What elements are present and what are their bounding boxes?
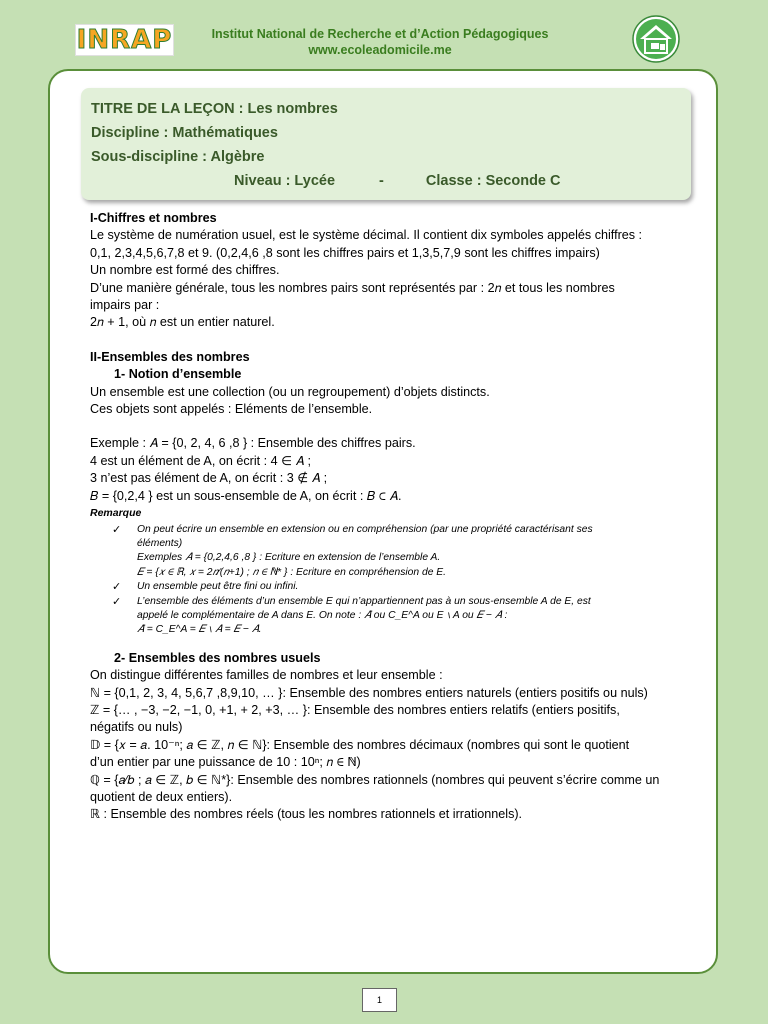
section1-line: impairs par :	[90, 298, 160, 313]
page-number: 1	[362, 988, 397, 1012]
section2-heading: II-Ensembles des nombres	[90, 349, 250, 364]
remark-text: 𝐴̄ = C_E^A = 𝐸 ∖ 𝐴 = 𝐸 − 𝐴.	[137, 624, 262, 636]
section1-line: Un nombre est formé des chiffres.	[90, 263, 280, 278]
example-line: 4 est un élément de A, on écrit : 4 ∈ 𝐴 ;	[90, 453, 311, 468]
remark-item	[90, 523, 690, 581]
inrap-logo-text: INRAP	[76, 25, 173, 55]
definition-line: Un ensemble est une collection (ou un regroupement) d’objets distincts.	[90, 384, 490, 399]
sub-discipline: Sous-discipline : Algèbre	[91, 149, 265, 165]
example-line: 3 n’est pas élément de A, on écrit : 3 ∉ 𝐴 ;	[90, 471, 328, 486]
inrap-logo	[75, 24, 174, 56]
separator: -	[379, 173, 384, 189]
niveau: Niveau : Lycée	[234, 173, 336, 189]
check-icon: ✓	[112, 523, 122, 536]
remark-text: éléments)	[137, 537, 183, 549]
remark-item	[90, 595, 690, 638]
usual-line: quotient de deux entiers).	[90, 790, 233, 804]
remark-list	[90, 523, 690, 638]
usual-line: négatifs ou nuls)	[90, 720, 183, 735]
usual-line: ℤ = {… , −3, −2, −1, 0, +1, + 2, +3, … }: Ensemble des nombres entiers relatifs (entiers positifs,	[90, 702, 620, 717]
house-school-icon	[632, 15, 680, 63]
website-link[interactable]: www.ecoleadomicile.me	[308, 43, 452, 57]
section1-line: D’une manière générale, tous les nombres pairs sont représentés par : 2𝑛 et tous les nombres	[90, 280, 615, 295]
remark-item	[90, 580, 690, 594]
remark-text: Exemples 𝐴 = {0,2,4,6 ,8 } : Ecriture en extension de l’ensemble A.	[137, 552, 441, 564]
lesson-content	[90, 210, 690, 824]
example-line: Exemple : 𝐴 = {0, 2, 4, 6 ,8 } : Ensemble des chiffres pairs.	[90, 436, 416, 451]
lesson-title-box	[81, 88, 691, 200]
section1-line: Le système de numération usuel, est le système décimal. Il contient dix symboles appelés chiffres :	[90, 228, 643, 243]
remark-text: L’ensemble des éléments d’un ensemble E qui n’appartiennent pas à un sous-ensemble A de E, est	[137, 595, 591, 607]
section1-heading: I-Chiffres et nombres	[90, 211, 217, 225]
level-class-line	[91, 171, 691, 195]
lesson-title: TITRE DE LA LEÇON : Les nombres	[91, 101, 338, 117]
usual-line: ℕ = {0,1, 2, 3, 4, 5,6,7 ,8,9,10, … }: Ensemble des nombres entiers naturels (entiers positifs ou nuls)	[90, 685, 648, 700]
remark-title: Remarque	[90, 507, 142, 520]
institute-name: Institut National de Recherche et d’Action Pédagogiques	[211, 27, 549, 41]
definition-line: Ces objets sont appelés : Eléments de l’ensemble.	[90, 402, 373, 417]
usual-line: d’un entier par une puissance de 10 : 10ⁿ; 𝑛 ∈ ℕ)	[90, 755, 361, 770]
check-icon: ✓	[112, 595, 122, 608]
check-icon: ✓	[112, 581, 122, 594]
usual-line: ℚ = {𝑎⁄𝑏 ; 𝑎 ∈ ℤ, 𝑏 ∈ ℕ*}: Ensemble des nombres rationnels (nombres qui peuvent s’écrire comme un	[90, 772, 660, 787]
example-line: 𝐵 = {0,2,4 } est un sous-ensemble de A, on écrit : 𝐵 ⊂ 𝐴.	[90, 488, 402, 503]
remark-text: appelé le complémentaire de A dans E. On note : 𝐴̄ ou C_E^A ou E ∖ A ou 𝐸 − 𝐴 :	[137, 609, 508, 621]
header-text	[190, 26, 570, 58]
usual-sets-heading: 2- Ensembles des nombres usuels	[114, 650, 321, 665]
usual-line: ℝ : Ensemble des nombres réels (tous les nombres rationnels et irrationnels).	[90, 807, 523, 822]
classe: Classe : Seconde C	[425, 173, 561, 189]
discipline: Discipline : Mathématiques	[91, 125, 278, 141]
section1-line: 0,1, 2,3,4,5,6,7,8 et 9. (0,2,4,6 ,8 sont les chiffres pairs et 1,3,5,7,9 sont les chiffres impairs)	[90, 245, 600, 260]
remark-text: Un ensemble peut être fini ou infini.	[137, 581, 299, 593]
notion-ensemble-heading: 1- Notion d’ensemble	[114, 367, 242, 382]
section1-line: 2𝑛 + 1, où 𝑛 est un entier naturel.	[90, 315, 275, 330]
usual-line: 𝔻 = {𝑥 = 𝑎. 10⁻ⁿ; 𝑎 ∈ ℤ, 𝑛 ∈ ℕ}: Ensemble des nombres décimaux (nombres qui sont le quotient	[90, 737, 630, 752]
usual-line: On distingue différentes familles de nombres et leur ensemble :	[90, 668, 443, 683]
remark-text: 𝐸 = {𝑥 ∈ ℝ, 𝑥 = 2𝑛⁄(𝑛+1) ; 𝑛 ∈ ℕ* } : Ecriture en compréhension de E.	[137, 566, 447, 578]
remark-text: On peut écrire un ensemble en extension ou en compréhension (par une propriété caractérisant ses	[137, 523, 593, 535]
